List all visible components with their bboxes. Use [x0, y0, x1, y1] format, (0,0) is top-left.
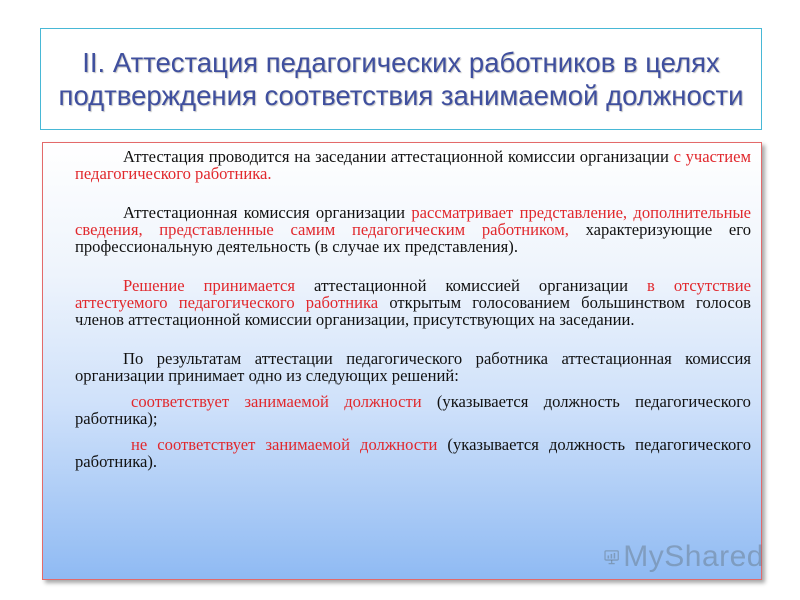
decision-item-2-emphasis: не соответствует занимаемой должности: [131, 435, 438, 454]
decision-item-1-text: (указывается должность педагогического работника);: [75, 392, 751, 428]
content-box: [42, 142, 762, 580]
watermark: [604, 536, 764, 578]
title-box: [40, 28, 762, 130]
decision-item-2-text: (указывается должность педагогического работника).: [75, 435, 751, 471]
paragraph-2: [75, 204, 751, 255]
paragraph-3-emphasis-1: Решение принимается: [123, 276, 296, 295]
paragraph-3-text-2: открытым голосованием большинством голосов членов аттестационной комиссии организации, присутствующих на заседании.: [75, 293, 752, 329]
paragraph-1-emphasis-1: с участием педагогического работника.: [75, 147, 751, 183]
paragraph-1: [75, 148, 751, 182]
paragraph-4-text-1: По результатам аттестации педагогического работника аттестационная комиссия организации принимает одно из следующих решений:: [75, 349, 751, 385]
decision-item-2: [75, 436, 751, 470]
decision-item-1-emphasis: соответствует занимаемой должности: [131, 392, 422, 411]
paragraph-3-text-1: аттестационной комиссией организации: [295, 276, 648, 295]
paragraph-2-text-1: Аттестационная комиссия организации: [123, 203, 412, 222]
paragraph-1-text-1: Аттестация проводится на заседании аттестационной комиссии организации: [123, 147, 674, 166]
paragraph-2-emphasis-1: рассматривает представление, дополнительные сведения, представленные самим педагогическим работником,: [75, 203, 752, 239]
watermark-text: MyShared: [623, 540, 764, 573]
paragraph-3-emphasis-2: в отсутствие аттестуемого педагогического работника: [75, 276, 751, 312]
presentation-logo-icon: [604, 542, 619, 572]
paragraph-2-text-2: характеризующие его профессиональную деятельность (в случае их представления).: [75, 220, 751, 256]
paragraph-3: [75, 277, 751, 328]
paragraph-4: [75, 350, 751, 384]
decision-item-1: [75, 393, 751, 427]
slide-title: II. Аттестация педагогических работников в целях подтверждения соответствия занимаемой должности: [58, 47, 744, 111]
